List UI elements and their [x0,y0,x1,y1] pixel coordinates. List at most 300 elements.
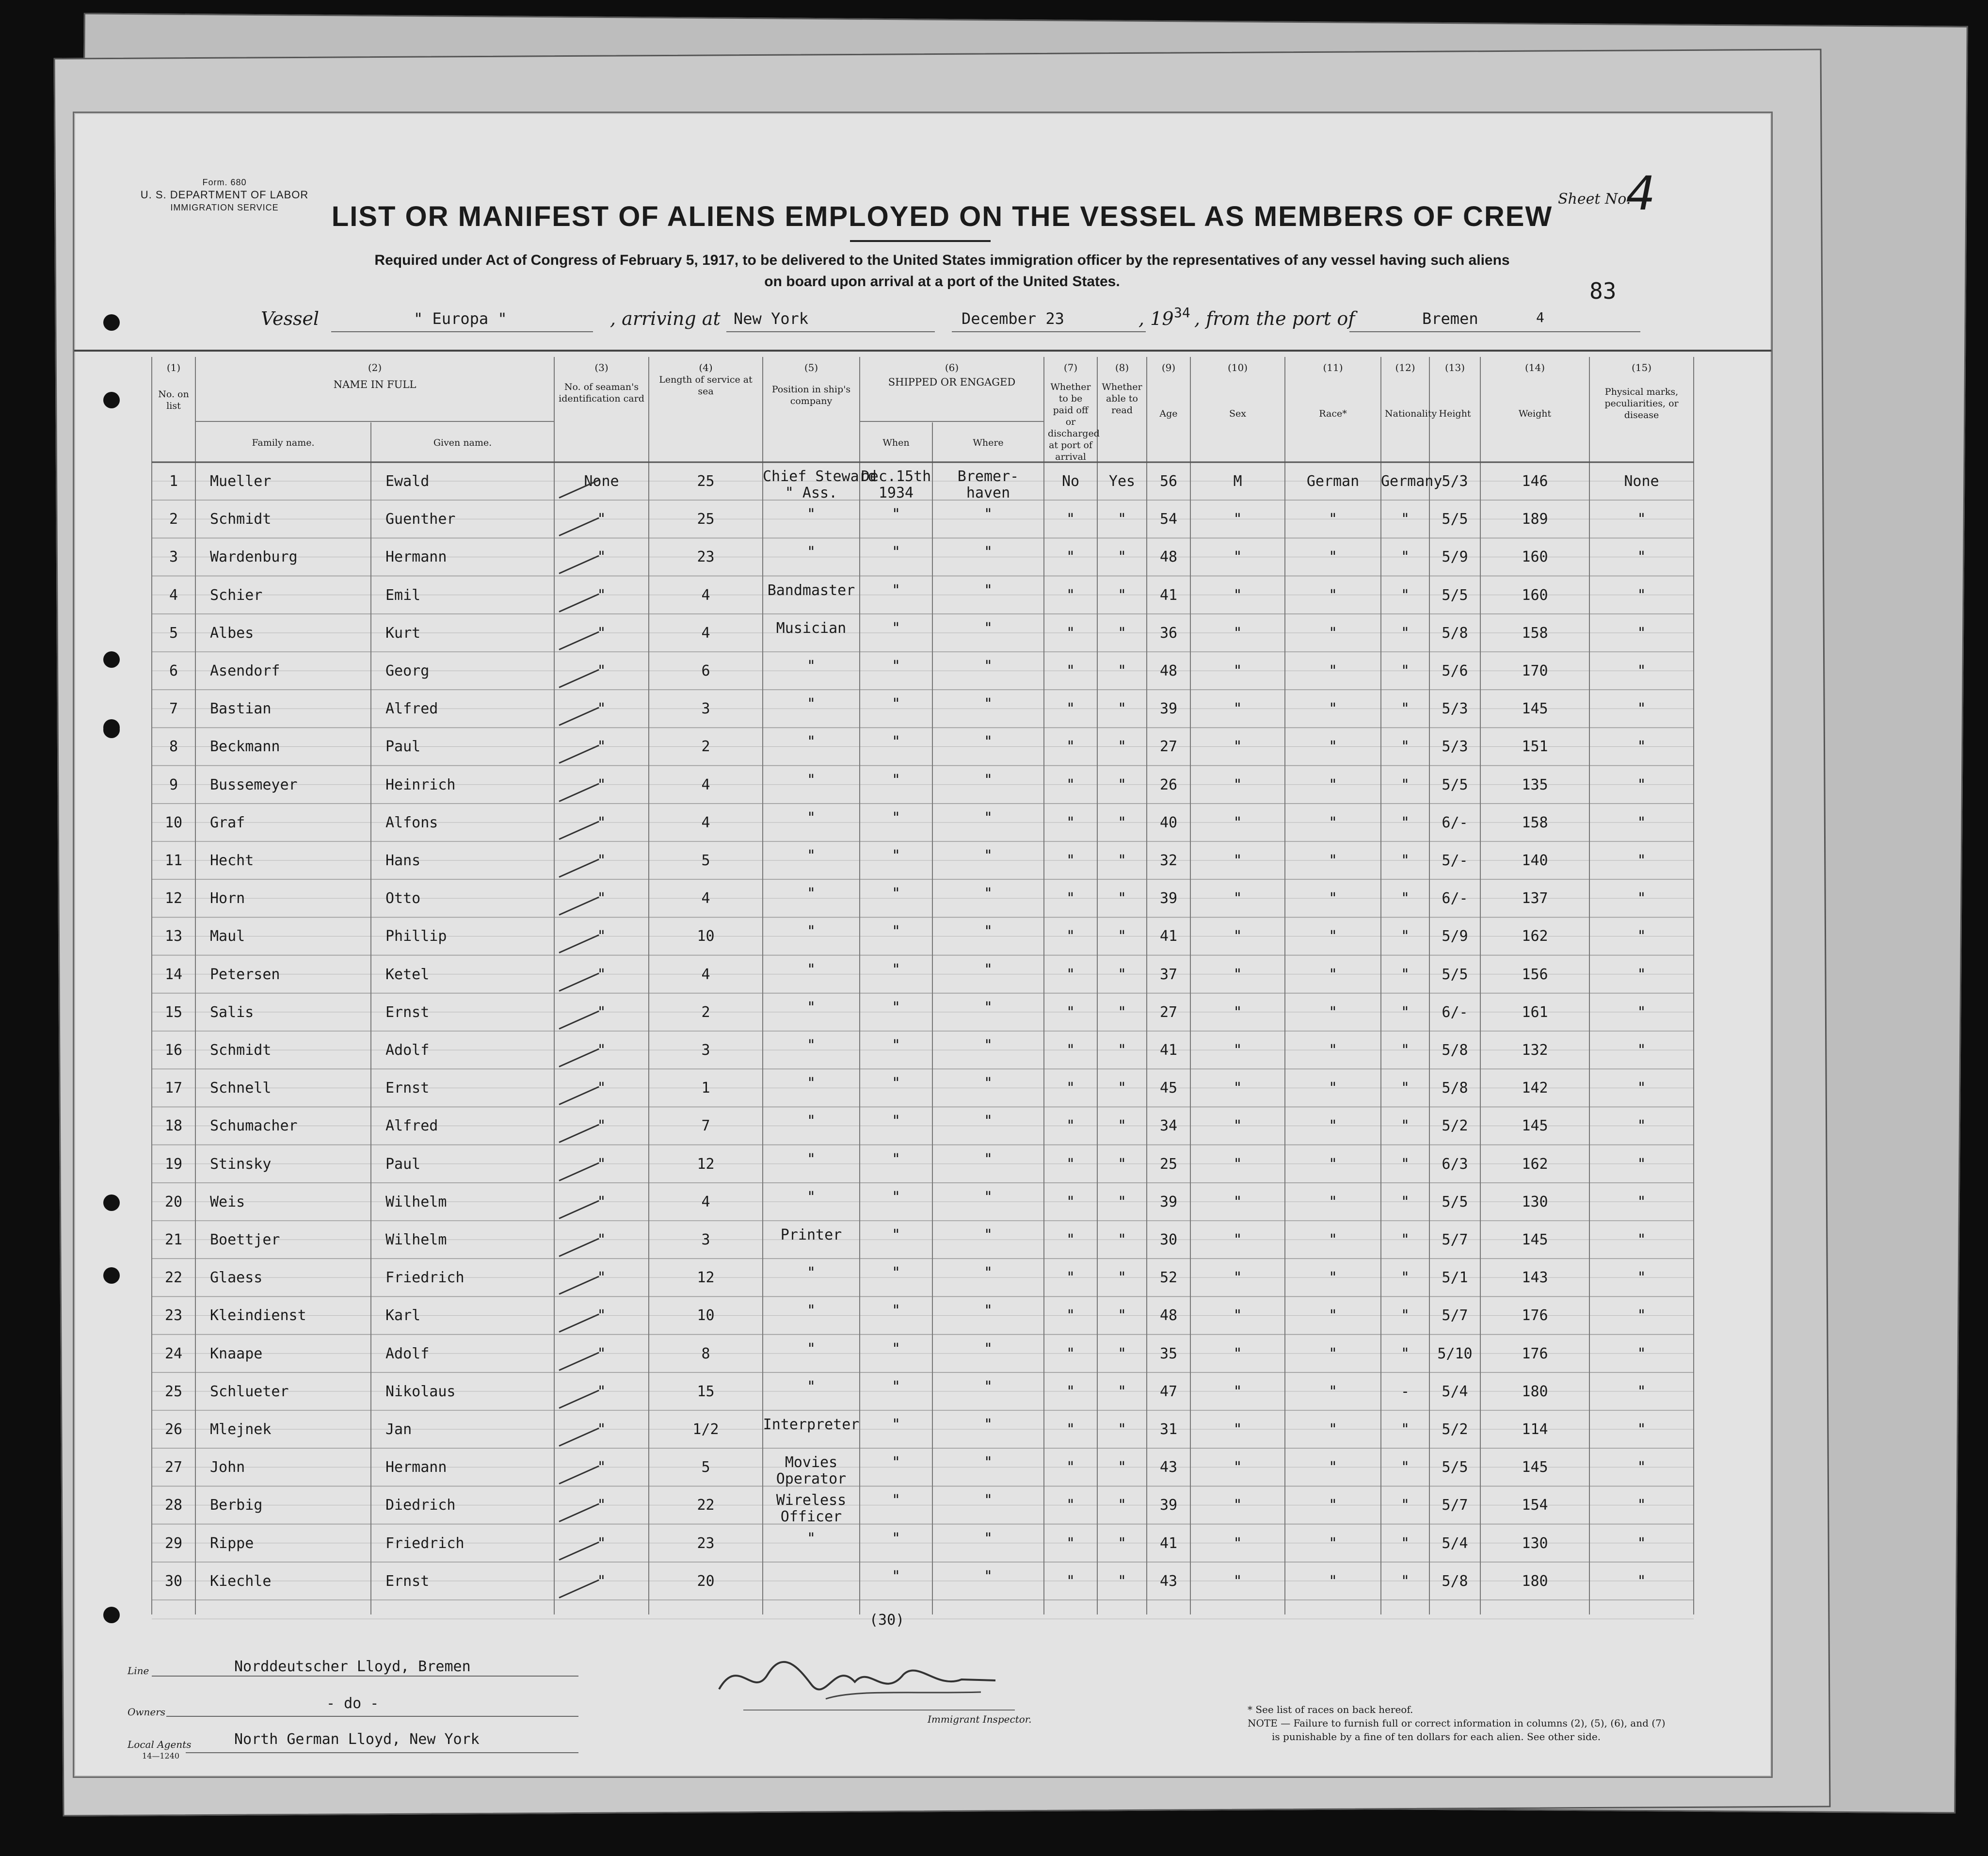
id-card: " [597,1383,606,1400]
able-to-read: " [1117,1459,1127,1476]
column-number: (8) [1115,362,1129,373]
able-to-read: " [1117,1193,1127,1210]
physical-marks: " [1637,1534,1646,1552]
given-name: Adolf [385,1345,430,1362]
shipped-when: " [891,1454,901,1471]
height: 5/1 [1442,1269,1468,1287]
sex: " [1233,928,1242,945]
given-name: Adolf [385,1042,430,1059]
age: 56 [1159,473,1178,490]
height: 5/5 [1442,1459,1468,1476]
able-to-read: " [1117,1572,1127,1590]
shipped-where: " [983,658,993,675]
race: " [1328,1345,1338,1362]
race: " [1328,1080,1338,1097]
manifest-page [73,112,1773,1778]
given-name: Heinrich [385,776,456,793]
shipped-when-cont: 1934 [878,484,914,501]
age: 35 [1159,1345,1178,1362]
sex: " [1233,1231,1242,1248]
shipped-when: " [891,695,901,713]
shipped-when: " [891,1227,901,1243]
family-name: Schier [210,586,263,604]
sex: " [1233,1421,1242,1438]
id-card: " [597,1231,606,1248]
column-subheader: Where [973,437,1004,448]
service-length: 4 [701,586,710,604]
shipped-when: " [891,1492,901,1509]
shipped-when: " [891,1340,901,1357]
height: 5/8 [1442,1042,1468,1059]
nationality: " [1400,624,1410,642]
id-card: " [597,1269,606,1287]
race: " [1328,738,1338,756]
race: " [1328,1269,1338,1287]
column-number: (2) [368,362,382,373]
column-number: (7) [1063,362,1078,373]
sex: M [1233,473,1242,490]
physical-marks: " [1637,624,1646,642]
service-length: 23 [697,1534,715,1552]
physical-marks: " [1637,890,1646,907]
age: 34 [1159,1117,1178,1135]
ship-position: " [806,1150,816,1168]
age: 39 [1159,1193,1178,1210]
id-card: " [597,776,606,793]
nationality: " [1400,1231,1410,1248]
id-card: " [597,1042,606,1059]
weight: 145 [1522,1117,1548,1135]
height: 5/- [1442,852,1468,869]
age: 48 [1159,1307,1178,1324]
sex: " [1233,1155,1242,1173]
nationality: " [1400,1307,1410,1324]
service-length: 1 [701,1080,710,1097]
ship-position: " [806,1378,816,1395]
sex: " [1233,1269,1242,1287]
ship-position: " [806,1037,816,1054]
column-number: (15) [1631,362,1652,373]
weight: 142 [1522,1080,1548,1097]
shipped-when: " [891,544,901,561]
row-number: 25 [164,1383,183,1400]
form-code: 14—1240 [142,1751,180,1760]
family-name: Knaape [210,1345,263,1362]
column-header: Length of service at sea [659,374,753,397]
able-to-read: " [1117,1003,1127,1021]
service-length: 4 [701,1193,710,1210]
ship-position: " [806,658,816,675]
able-to-read: " [1117,700,1127,718]
age: 41 [1159,928,1178,945]
shipped-where: " [983,961,993,978]
service-length: 8 [701,1345,710,1362]
shipped-when: " [891,1264,901,1282]
file-number: 83 [1589,278,1617,304]
shipped-when: " [891,999,901,1016]
ship-position: Movies [785,1454,838,1471]
shipped-where: " [983,1378,993,1395]
ship-position-cont: Operator [776,1470,847,1488]
column-header: Race* [1319,408,1347,419]
ship-position: Interpreter [763,1416,860,1433]
paid-off: " [1066,738,1075,756]
column-number: (10) [1227,362,1248,373]
given-name: Paul [385,738,421,756]
service-length: 25 [697,511,715,528]
nationality: " [1400,1459,1410,1476]
physical-marks: " [1637,700,1646,718]
given-name: Emil [385,586,421,604]
race: " [1328,1534,1338,1552]
height: 5/5 [1442,966,1468,983]
row-number: 5 [169,624,178,642]
nationality: " [1400,1193,1410,1210]
line-value: Norddeutscher Lloyd, Bremen [234,1658,471,1675]
id-card: " [597,662,606,679]
ship-position: " [806,1530,816,1547]
height: 6/- [1442,814,1468,831]
sheet-number: 4 [1626,166,1656,221]
ship-position: " [806,1264,816,1282]
weight: 130 [1522,1193,1548,1210]
sex: " [1233,890,1242,907]
nationality: " [1400,511,1410,528]
shipped-when: " [891,619,901,637]
id-card: " [597,1421,606,1438]
family-name: Petersen [210,966,280,983]
family-name: Graf [210,814,245,831]
physical-marks: " [1637,1155,1646,1173]
able-to-read: " [1117,586,1127,604]
weight: 158 [1522,624,1548,642]
id-card: " [597,1497,606,1514]
row-number: 4 [169,586,178,604]
sex: " [1233,966,1242,983]
height: 6/- [1442,890,1468,907]
given-name: Ketel [385,966,430,983]
able-to-read: " [1117,624,1127,642]
column-number: (5) [804,362,818,373]
shipped-where: " [983,1227,993,1243]
row-number: 1 [169,473,178,490]
sex: " [1233,1193,1242,1210]
age: 43 [1159,1459,1178,1476]
paid-off: " [1066,1421,1075,1438]
shipped-where: " [983,1454,993,1471]
weight: 160 [1522,549,1548,566]
able-to-read: " [1117,1534,1127,1552]
physical-marks: " [1637,776,1646,793]
height: 6/- [1442,1003,1468,1021]
vessel-label: Vessel [261,308,320,329]
id-card: " [597,928,606,945]
height: 5/9 [1442,549,1468,566]
id-card: " [597,700,606,718]
nationality: " [1400,1421,1410,1438]
shipped-when: " [891,1530,901,1547]
ship-position: " [806,544,816,561]
departure-port: Bremen [1422,309,1478,328]
shipped-when: " [891,733,901,751]
paid-off: " [1066,1155,1075,1173]
ship-position: " [806,771,816,789]
age: 54 [1159,511,1178,528]
column-header: Whether able to read [1102,382,1142,416]
sex: " [1233,1042,1242,1059]
nationality: " [1400,928,1410,945]
paid-off: " [1066,1269,1075,1287]
row-number: 13 [164,928,183,945]
arrival-port: New York [734,309,809,328]
sex: " [1233,549,1242,566]
list-number: 4 [1536,309,1544,325]
row-number: 30 [164,1572,183,1590]
weight: 145 [1522,1459,1548,1476]
shipped-where: " [983,544,993,561]
ship-position: " [806,1188,816,1206]
shipped-where: " [983,1530,993,1547]
nationality: " [1400,852,1410,869]
race: " [1328,1307,1338,1324]
race: " [1328,966,1338,983]
column-header: Weight [1518,408,1552,419]
paid-off: " [1066,1003,1075,1021]
service-length: 4 [701,776,710,793]
ship-position: Printer [780,1227,842,1243]
family-name: Albes [210,624,254,642]
ship-position: " [806,961,816,978]
age: 25 [1159,1155,1178,1173]
ship-position: " [806,1113,816,1130]
service-length: 6 [701,662,710,679]
physical-marks: " [1637,511,1646,528]
race: " [1328,1383,1338,1400]
id-card: " [597,890,606,907]
shipped-where: " [983,885,993,903]
row-number: 22 [164,1269,183,1287]
paid-off: " [1066,928,1075,945]
given-name: Ernst [385,1080,430,1097]
able-to-read: " [1117,814,1127,831]
ship-position: " [806,999,816,1016]
shipped-where: " [983,733,993,751]
physical-marks: " [1637,586,1646,604]
agents-label: Local Agents [128,1739,192,1750]
row-number: 18 [164,1117,183,1135]
given-name: Georg [385,662,430,679]
shipped-where: " [983,847,993,864]
nationality: " [1400,776,1410,793]
age: 43 [1159,1572,1178,1590]
race: German [1306,473,1360,490]
race: " [1328,1459,1338,1476]
row-number: 21 [164,1231,183,1248]
department-name: U. S. DEPARTMENT OF LABOR [140,189,309,201]
shipped-when: " [891,885,901,903]
paid-off: " [1066,624,1075,642]
agents-value: North German Lloyd, New York [234,1731,480,1748]
paid-off: " [1066,890,1075,907]
shipped-when: " [891,771,901,789]
nationality: " [1400,1269,1410,1287]
id-card: " [597,1534,606,1552]
family-name: Salis [210,1003,254,1021]
height: 5/7 [1442,1307,1468,1324]
paid-off: " [1066,511,1075,528]
ship-position: Bandmaster [767,581,855,599]
id-card: " [597,1345,606,1362]
age: 32 [1159,852,1178,869]
service-length: 4 [701,814,710,831]
id-card: " [597,1117,606,1135]
race: " [1328,1193,1338,1210]
weight: 146 [1522,473,1548,490]
paid-off: " [1066,1572,1075,1590]
able-to-read: " [1117,1383,1127,1400]
shipped-when: " [891,506,901,523]
subtitle-line: on board upon arrival at a port of the United States. [764,274,1120,290]
row-number: 27 [164,1459,183,1476]
height: 5/3 [1442,473,1468,490]
id-card: " [597,1572,606,1590]
family-name: Bastian [210,700,272,718]
family-name: Maul [210,928,245,945]
sheet-label: Sheet No. [1558,191,1631,208]
paid-off: " [1066,1080,1075,1097]
race: " [1328,852,1338,869]
race: " [1328,511,1338,528]
physical-marks: " [1637,662,1646,679]
nationality: " [1400,1345,1410,1362]
column-number: (13) [1444,362,1465,373]
row-number: 28 [164,1497,183,1514]
shipped-where: " [983,1302,993,1320]
shipped-where: " [983,809,993,826]
id-card: " [597,738,606,756]
physical-marks: " [1637,1307,1646,1324]
ship-position: " [806,1302,816,1320]
shipped-when: " [891,923,901,940]
able-to-read: Yes [1108,473,1136,490]
able-to-read: " [1117,1345,1127,1362]
age: 39 [1159,700,1178,718]
shipped-where: " [983,506,993,523]
physical-marks: " [1637,852,1646,869]
family-name: Weis [210,1193,245,1210]
shipped-when: " [891,658,901,675]
weight: 137 [1522,890,1548,907]
row-number: 14 [164,966,183,983]
given-name: Alfred [385,700,438,718]
shipped-where: " [983,1037,993,1054]
row-number: 17 [164,1080,183,1097]
given-name: Alfons [385,814,438,831]
paid-off: " [1066,1383,1075,1400]
sex: " [1233,1307,1242,1324]
column-header: Sex [1229,408,1246,419]
row-number: 20 [164,1193,183,1210]
weight: 180 [1522,1383,1548,1400]
column-subheader: When [882,437,910,448]
paid-off: " [1066,776,1075,793]
able-to-read: " [1117,549,1127,566]
physical-marks: " [1637,1003,1646,1021]
age: 36 [1159,624,1178,642]
line-label: Line [128,1665,149,1677]
weight: 145 [1522,700,1548,718]
year-suffix: 34 [1174,305,1190,321]
sex: " [1233,511,1242,528]
sex: " [1233,1497,1242,1514]
height: 5/5 [1442,511,1468,528]
given-name: Phillip [385,928,447,945]
shipped-where: " [983,1113,993,1130]
service-length: 10 [697,928,715,945]
physical-marks: " [1637,549,1646,566]
physical-marks: " [1637,1572,1646,1590]
id-card: " [597,624,606,642]
weight: 170 [1522,662,1548,679]
family-name: Stinsky [210,1155,272,1173]
paid-off: " [1066,1117,1075,1135]
race: " [1328,776,1338,793]
id-card: " [597,966,606,983]
height: 5/8 [1442,624,1468,642]
row-number: 8 [169,738,178,756]
nationality: " [1400,1534,1410,1552]
service-length: 5 [701,1459,710,1476]
age: 41 [1159,586,1178,604]
owners-label: Owners [128,1706,166,1718]
paid-off: " [1066,966,1075,983]
able-to-read: " [1117,776,1127,793]
owners-value: - do - [326,1695,379,1712]
nationality: " [1400,1080,1410,1097]
id-card: " [597,852,606,869]
column-number: (12) [1395,362,1415,373]
row-number: 24 [164,1345,183,1362]
races-note: * See list of races on back hereof. [1248,1704,1413,1715]
family-name: Mlejnek [210,1421,272,1438]
sex: " [1233,1345,1242,1362]
shipped-when: " [891,1416,901,1433]
height: 5/2 [1442,1117,1468,1135]
able-to-read: " [1117,1421,1127,1438]
sex: " [1233,700,1242,718]
family-name: Hecht [210,852,254,869]
id-card: " [597,511,606,528]
able-to-read: " [1117,852,1127,869]
nationality: " [1400,1042,1410,1059]
given-name: Alfred [385,1117,438,1135]
column-header: SHIPPED OR ENGAGED [888,376,1016,388]
id-card: " [597,1307,606,1324]
row-number: 15 [164,1003,183,1021]
age: 27 [1159,738,1178,756]
shipped-where: " [983,1492,993,1509]
column-header: Age [1159,408,1178,419]
service-length: 5 [701,852,710,869]
physical-marks: " [1637,1421,1646,1438]
nationality: " [1400,890,1410,907]
from-port-label: , from the port of [1194,308,1355,329]
sex: " [1233,776,1242,793]
ship-position: " [806,847,816,864]
given-name: Friedrich [385,1269,465,1287]
height: 6/3 [1442,1155,1468,1173]
family-name: Rippe [210,1534,254,1552]
